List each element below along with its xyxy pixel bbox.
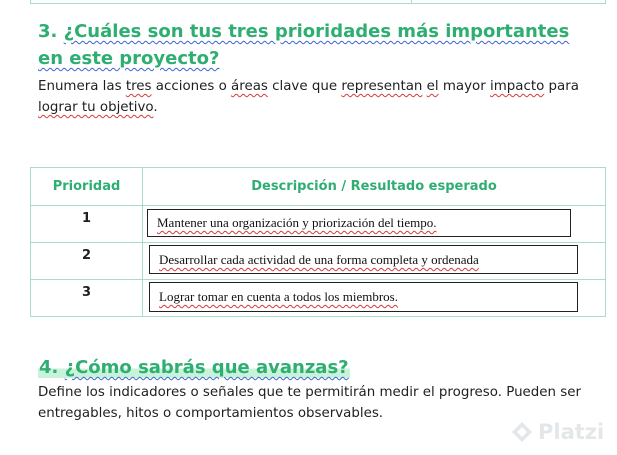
previous-table-bottom-edge bbox=[30, 0, 606, 4]
platzi-logo-icon bbox=[510, 420, 534, 444]
description-textbox[interactable]: Mantener una organización y priorización del tiempo. bbox=[147, 209, 571, 237]
priorities-table bbox=[30, 167, 606, 317]
table-row bbox=[31, 206, 606, 243]
section-3-heading bbox=[38, 18, 598, 72]
section-3-number: 3. bbox=[38, 21, 58, 42]
priority-number: 3 bbox=[31, 280, 143, 317]
section-4-number: 4. bbox=[39, 357, 59, 378]
section-4-title: ¿Cómo sabrás que avanzas? bbox=[64, 357, 349, 378]
description-textbox[interactable]: Desarrollar cada actividad de una forma completa y ordenada bbox=[149, 245, 578, 274]
platzi-watermark bbox=[510, 417, 617, 447]
watermark-label: Platzi bbox=[538, 420, 605, 444]
table-header-row bbox=[31, 168, 606, 206]
description-cell bbox=[143, 206, 606, 243]
section-3-title: ¿Cuáles son tus tres prioridades más importantes en este proyecto? bbox=[38, 21, 570, 69]
section-4-instructions: Define los indicadores o señales que te permitirán medir el progreso. Pueden ser entregables, hitos o comportamientos observables. bbox=[38, 385, 581, 421]
priority-number: 2 bbox=[31, 243, 143, 280]
section-3-instructions: Enumera las tres acciones o áreas clave que representan el mayor impacto para lograr tu objetivo. bbox=[38, 79, 579, 115]
table-row bbox=[31, 243, 606, 280]
description-textbox[interactable]: Lograr tomar en cuenta a todos los miembros. bbox=[149, 282, 578, 312]
table-row bbox=[31, 280, 606, 317]
description-cell bbox=[143, 243, 606, 280]
description-cell bbox=[143, 280, 606, 317]
priority-column-header: Prioridad bbox=[31, 168, 143, 206]
description-column-header: Descripción / Resultado esperado bbox=[143, 168, 606, 206]
section-4-heading bbox=[38, 354, 350, 381]
priority-number: 1 bbox=[31, 206, 143, 243]
